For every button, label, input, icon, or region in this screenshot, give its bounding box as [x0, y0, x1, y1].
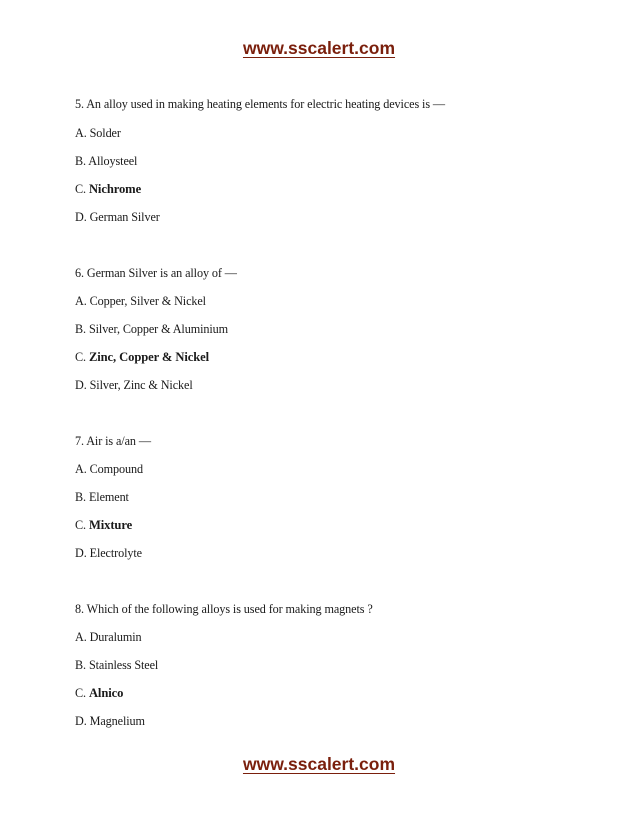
correct-answer-text: Mixture	[88, 518, 133, 532]
option-text: Electrolyte	[89, 546, 142, 560]
option-prefix: B.	[75, 322, 89, 336]
option-a	[75, 462, 143, 477]
option-text: Solder	[89, 126, 121, 140]
option-text: German Silver	[89, 210, 160, 224]
option-prefix: B.	[75, 490, 89, 504]
option-text: Silver, Copper & Aluminium	[88, 322, 229, 336]
option-prefix: D.	[75, 714, 90, 728]
option-d	[75, 210, 160, 225]
option-prefix: A.	[75, 630, 90, 644]
option-b	[75, 490, 129, 505]
option-text: Element	[88, 490, 129, 504]
option-prefix: B.	[75, 658, 89, 672]
option-text: Magnelium	[89, 714, 145, 728]
question-text: 5. An alloy used in making heating elements for electric heating devices is —	[75, 97, 446, 111]
question-text: 7. Air is a/an —	[75, 434, 151, 448]
option-text: Silver, Zinc & Nickel	[89, 378, 193, 392]
option-b	[75, 322, 228, 337]
option-a	[75, 126, 121, 141]
correct-answer-text: Zinc, Copper & Nickel	[88, 350, 210, 364]
question-text: 8. Which of the following alloys is used for making magnets ?	[75, 602, 373, 616]
option-a	[75, 294, 206, 309]
option-c	[75, 518, 132, 533]
option-text: Duralumin	[89, 630, 142, 644]
footer-site-link[interactable]: www.sscalert.com	[242, 754, 396, 774]
option-c	[75, 686, 123, 701]
option-prefix: A.	[75, 294, 90, 308]
option-prefix: C.	[75, 182, 89, 196]
option-c	[75, 350, 209, 365]
option-prefix: D.	[75, 546, 90, 560]
option-b	[75, 658, 158, 673]
option-c	[75, 182, 141, 197]
correct-answer-text: Nichrome	[88, 182, 142, 196]
option-text: Compound	[89, 462, 143, 476]
option-prefix: C.	[75, 350, 89, 364]
option-d	[75, 546, 142, 561]
option-prefix: B.	[75, 154, 89, 168]
option-text: Copper, Silver & Nickel	[89, 294, 206, 308]
option-text: Alloysteel	[88, 154, 138, 168]
option-d	[75, 378, 193, 393]
option-text: Stainless Steel	[88, 658, 159, 672]
option-b	[75, 154, 137, 169]
option-prefix: D.	[75, 378, 90, 392]
option-prefix: D.	[75, 210, 90, 224]
question-text: 6. German Silver is an alloy of —	[75, 266, 237, 280]
option-prefix: C.	[75, 686, 89, 700]
header-site-link[interactable]: www.sscalert.com	[242, 38, 396, 58]
option-prefix: C.	[75, 518, 89, 532]
option-prefix: A.	[75, 462, 90, 476]
correct-answer-text: Alnico	[88, 686, 124, 700]
option-prefix: A.	[75, 126, 90, 140]
option-a	[75, 630, 142, 645]
option-d	[75, 714, 145, 729]
